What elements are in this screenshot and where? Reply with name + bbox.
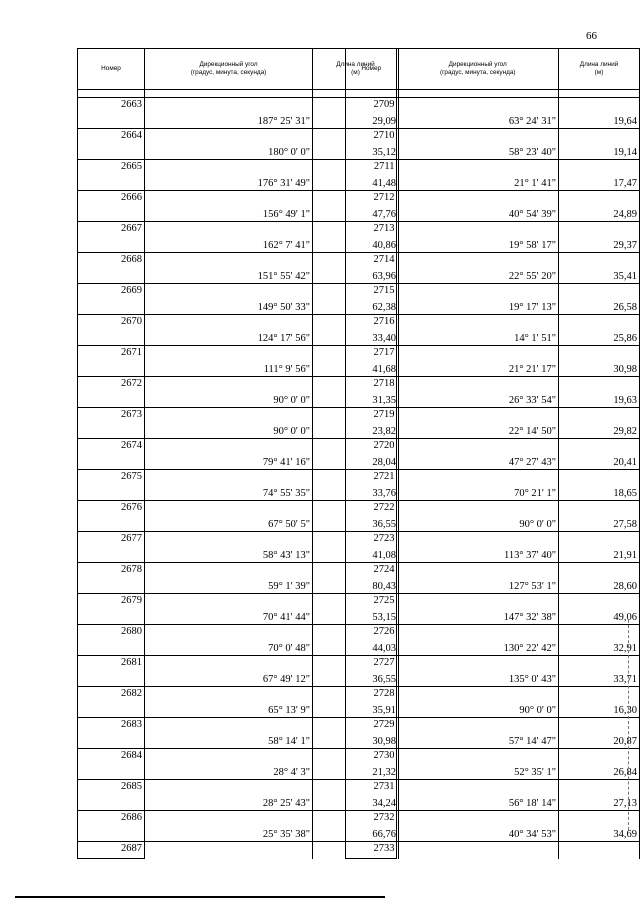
header-number-label: Номер	[361, 65, 382, 72]
line-length: 47,76	[313, 191, 399, 222]
direction-angle: 156° 49' 1"	[145, 191, 313, 222]
point-number: 2670	[78, 315, 145, 346]
header-angle	[397, 49, 559, 90]
direction-angle: 70° 0' 48"	[145, 625, 313, 656]
page-number: 66	[586, 30, 597, 42]
direction-angle: 90° 0' 0"	[397, 687, 559, 718]
direction-angle: 67° 49' 12"	[145, 656, 313, 687]
point-number: 2728	[346, 687, 397, 718]
direction-angle: 147° 32' 38"	[397, 594, 559, 625]
direction-angle: 28° 25' 43"	[145, 780, 313, 811]
line-length: 30,98	[559, 346, 640, 377]
line-length: 27,58	[559, 501, 640, 532]
table-row	[346, 315, 640, 346]
direction-angle: 22° 14' 50"	[397, 408, 559, 439]
direction-angle: 19° 17' 13"	[397, 284, 559, 315]
table-row	[346, 718, 640, 749]
direction-angle: 58° 23' 40"	[397, 129, 559, 160]
line-length: 24,89	[559, 191, 640, 222]
point-number: 2663	[78, 98, 145, 129]
point-number: 2720	[346, 439, 397, 470]
table-row	[346, 470, 640, 501]
line-length: 36,55	[313, 656, 399, 687]
direction-angle: 65° 13' 9"	[145, 687, 313, 718]
point-number: 2714	[346, 253, 397, 284]
point-number: 2715	[346, 284, 397, 315]
line-length: 21,91	[559, 532, 640, 563]
table-row	[346, 98, 640, 129]
table-row	[346, 563, 640, 594]
bottom-rule	[15, 896, 385, 898]
table-row	[346, 439, 640, 470]
table-row	[346, 749, 640, 780]
point-number: 2681	[78, 656, 145, 687]
line-length: 30,98	[313, 718, 399, 749]
point-number: 2677	[78, 532, 145, 563]
table-row	[346, 377, 640, 408]
direction-angle: 21° 1' 41"	[397, 160, 559, 191]
point-number: 2732	[346, 811, 397, 842]
point-number: 2731	[346, 780, 397, 811]
line-length: 21,32	[313, 749, 399, 780]
direction-angle: 180° 0' 0"	[145, 129, 313, 160]
header-length-units: (м)	[351, 69, 360, 76]
point-number: 2709	[346, 98, 397, 129]
table-row	[346, 687, 640, 718]
table-row	[346, 160, 640, 191]
point-number: 2667	[78, 222, 145, 253]
direction-angle: 67° 50' 5"	[145, 501, 313, 532]
direction-angle: 74° 55' 35"	[145, 470, 313, 501]
header-number-label: Номер	[101, 65, 121, 72]
line-length: 80,43	[313, 563, 399, 594]
line-length: 34,24	[313, 780, 399, 811]
direction-angle: 162° 7' 41"	[145, 222, 313, 253]
direction-angle: 124° 17' 56"	[145, 315, 313, 346]
table-row	[346, 191, 640, 222]
line-length: 66,76	[313, 811, 399, 842]
direction-angle: 135° 0' 43"	[397, 656, 559, 687]
point-number: 2712	[346, 191, 397, 222]
line-length: 33,76	[313, 470, 399, 501]
table-row	[346, 656, 640, 687]
line-length: 27,13	[559, 780, 640, 811]
point-number: 2674	[78, 439, 145, 470]
table-row	[346, 501, 640, 532]
line-length: 18,65	[559, 470, 640, 501]
line-length: 41,48	[313, 160, 399, 191]
point-number: 2669	[78, 284, 145, 315]
direction-angle: 58° 14' 1"	[145, 718, 313, 749]
line-length: 17,47	[559, 160, 640, 191]
direction-angle: 79° 41' 16"	[145, 439, 313, 470]
line-length: 29,09	[313, 98, 399, 129]
point-number: 2673	[78, 408, 145, 439]
line-length: 32,91	[559, 625, 640, 656]
line-length: 29,37	[559, 222, 640, 253]
point-number: 2686	[78, 811, 145, 842]
point-number: 2676	[78, 501, 145, 532]
point-number: 2672	[78, 377, 145, 408]
direction-angle: 14° 1' 51"	[397, 315, 559, 346]
line-length: 20,41	[559, 439, 640, 470]
table-row	[346, 346, 640, 377]
point-number: 2685	[78, 780, 145, 811]
direction-angle: 127° 53' 1"	[397, 563, 559, 594]
line-length: 19,64	[559, 98, 640, 129]
header-angle-units: (градус, минута, секунда)	[190, 69, 267, 76]
point-number: 2733	[346, 842, 397, 859]
line-length: 25,86	[559, 315, 640, 346]
direction-angle: 19° 58' 17"	[397, 222, 559, 253]
direction-angle: 40° 54' 39"	[397, 191, 559, 222]
table-body	[346, 90, 640, 859]
direction-angle: 70° 21' 1"	[397, 470, 559, 501]
point-number: 2729	[346, 718, 397, 749]
coordinates-table-right	[345, 48, 640, 859]
direction-angle: 40° 34' 53"	[397, 811, 559, 842]
table-row	[346, 842, 640, 859]
header-length-title: Длина линий	[336, 61, 375, 68]
spacer-row	[346, 90, 640, 98]
direction-angle: 57° 14' 47"	[397, 718, 559, 749]
direction-angle: 59° 1' 39"	[145, 563, 313, 594]
line-length: 41,68	[313, 346, 399, 377]
point-number: 2711	[346, 160, 397, 191]
table-row	[346, 532, 640, 563]
line-length: 29,82	[559, 408, 640, 439]
direction-angle: 47° 27' 43"	[397, 439, 559, 470]
line-length: 34,69	[559, 811, 640, 842]
table-row	[346, 408, 640, 439]
point-number: 2666	[78, 191, 145, 222]
table-row	[346, 284, 640, 315]
direction-angle: 63° 24' 31"	[397, 98, 559, 129]
direction-angle: 90° 0' 0"	[145, 408, 313, 439]
line-length: 53,15	[313, 594, 399, 625]
header-angle-units: (градус, минута, секунда)	[439, 69, 516, 76]
point-number: 2683	[78, 718, 145, 749]
direction-angle: 22° 55' 20"	[397, 253, 559, 284]
point-number: 2680	[78, 625, 145, 656]
header-number	[78, 49, 145, 90]
point-number: 2723	[346, 532, 397, 563]
point-number: 2684	[78, 749, 145, 780]
point-number: 2710	[346, 129, 397, 160]
point-number: 2724	[346, 563, 397, 594]
point-number: 2727	[346, 656, 397, 687]
point-number: 2665	[78, 160, 145, 191]
direction-angle: 58° 43' 13"	[145, 532, 313, 563]
point-number: 2725	[346, 594, 397, 625]
direction-angle: 70° 41' 44"	[145, 594, 313, 625]
line-length: 26,58	[559, 284, 640, 315]
header-angle	[145, 49, 313, 90]
direction-angle: 90° 0' 0"	[145, 377, 313, 408]
table-row	[346, 625, 640, 656]
line-length: 16,30	[559, 687, 640, 718]
line-length: 35,41	[559, 253, 640, 284]
point-number: 2682	[78, 687, 145, 718]
line-length: 26,84	[559, 749, 640, 780]
header-length-title: Длина линий	[579, 61, 619, 68]
point-number: 2726	[346, 625, 397, 656]
direction-angle: 26° 33' 54"	[397, 377, 559, 408]
direction-angle: 113° 37' 40"	[397, 532, 559, 563]
line-length: 33,40	[313, 315, 399, 346]
point-number: 2716	[346, 315, 397, 346]
point-number: 2719	[346, 408, 397, 439]
header-number	[346, 49, 397, 90]
direction-angle: 176° 31' 49"	[145, 160, 313, 191]
table-row	[346, 594, 640, 625]
table-row	[346, 811, 640, 842]
line-length: 20,87	[559, 718, 640, 749]
direction-angle: 21° 21' 17"	[397, 346, 559, 377]
line-length: 49,06	[559, 594, 640, 625]
header-angle-title: Дирекционный угол	[199, 61, 258, 68]
direction-angle: 90° 0' 0"	[397, 501, 559, 532]
header-length-units: (м)	[594, 69, 604, 76]
direction-angle: 130° 22' 42"	[397, 625, 559, 656]
line-length: 35,12	[313, 129, 399, 160]
header-angle-title: Дирекционный угол	[448, 61, 507, 68]
point-number: 2722	[346, 501, 397, 532]
point-number: 2687	[78, 842, 145, 859]
line-length: 63,96	[313, 253, 399, 284]
point-number: 2671	[78, 346, 145, 377]
line-length: 40,86	[313, 222, 399, 253]
direction-angle: 187° 25' 31"	[145, 98, 313, 129]
table-row	[346, 780, 640, 811]
direction-angle: 25° 35' 38"	[145, 811, 313, 842]
direction-angle: 151° 55' 42"	[145, 253, 313, 284]
point-number: 2730	[346, 749, 397, 780]
line-length: 31,35	[313, 377, 399, 408]
point-number: 2668	[78, 253, 145, 284]
point-number: 2664	[78, 129, 145, 160]
direction-angle: 56° 18' 14"	[397, 780, 559, 811]
direction-angle: 149° 50' 33"	[145, 284, 313, 315]
line-length: 36,55	[313, 501, 399, 532]
point-number: 2679	[78, 594, 145, 625]
header-length	[559, 49, 640, 90]
line-length: 41,08	[313, 532, 399, 563]
point-number: 2721	[346, 470, 397, 501]
scan-edge-mark	[628, 620, 630, 830]
table-row	[346, 129, 640, 160]
table-row	[346, 253, 640, 284]
line-length: 23,82	[313, 408, 399, 439]
direction-angle: 28° 4' 3"	[145, 749, 313, 780]
line-length: 28,60	[559, 563, 640, 594]
line-length: 33,71	[559, 656, 640, 687]
line-length: 19,63	[559, 377, 640, 408]
point-number: 2678	[78, 563, 145, 594]
table-row	[346, 222, 640, 253]
direction-angle: 52° 35' 1"	[397, 749, 559, 780]
point-number: 2675	[78, 470, 145, 501]
point-number: 2713	[346, 222, 397, 253]
line-length: 19,14	[559, 129, 640, 160]
direction-angle: 111° 9' 56"	[145, 346, 313, 377]
line-length: 35,91	[313, 687, 399, 718]
line-length: 44,03	[313, 625, 399, 656]
line-length: 62,38	[313, 284, 399, 315]
point-number: 2718	[346, 377, 397, 408]
line-length: 28,04	[313, 439, 399, 470]
point-number: 2717	[346, 346, 397, 377]
